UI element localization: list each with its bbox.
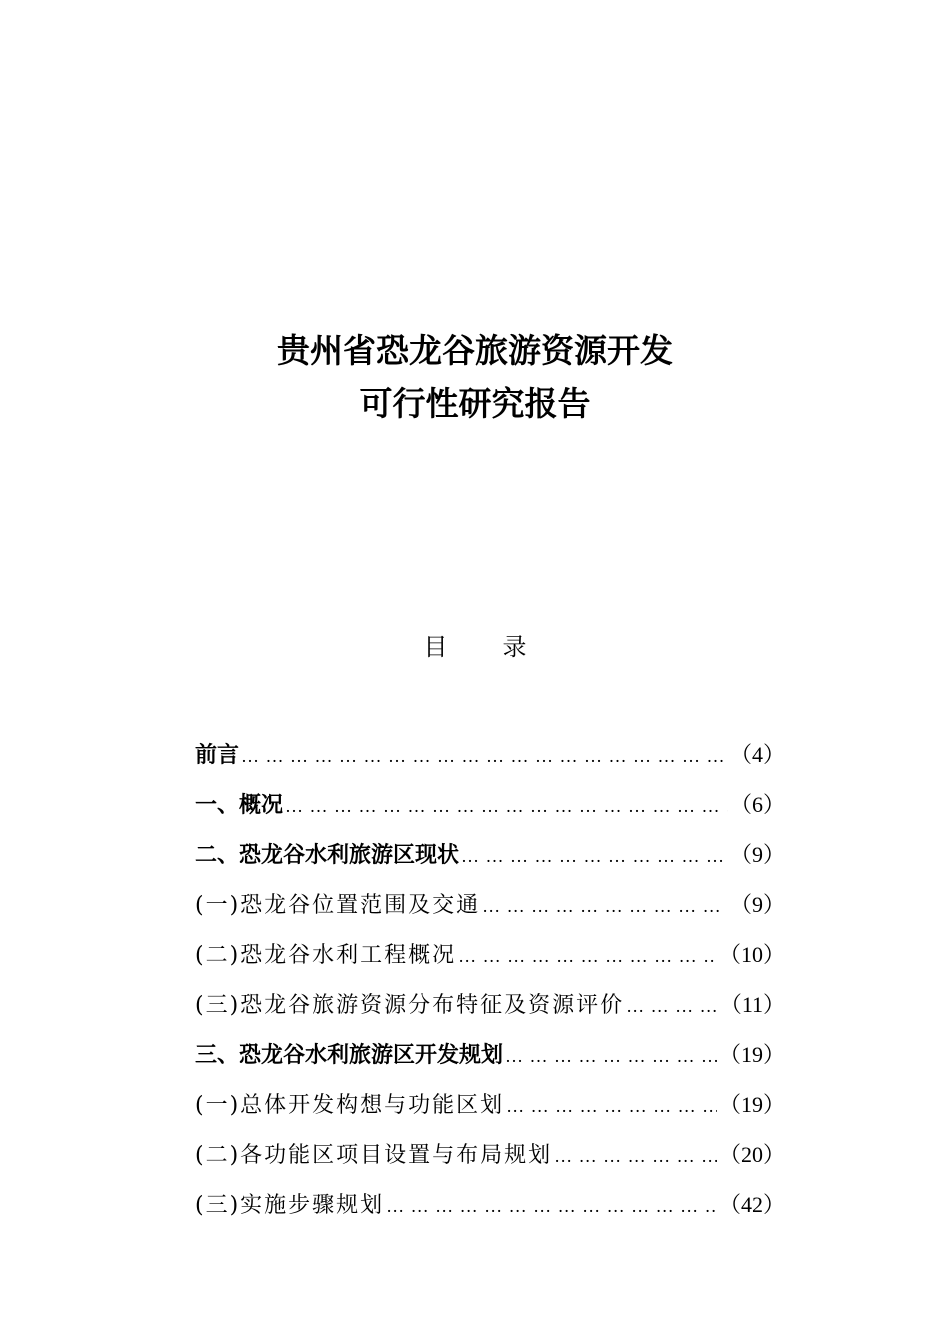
toc-entry-location-transport[interactable] [195,878,785,928]
toc-entry-overall-concept[interactable] [195,1078,785,1128]
toc-entry-implementation-steps[interactable] [195,1178,785,1228]
table-of-contents [195,728,785,1228]
toc-entry-title: 二、恐龙谷水利旅游区现状 [195,842,460,868]
toc-entry-page: （11） [719,991,785,1017]
toc-entry-title: (一)总体开发构想与功能区划 [195,1092,505,1118]
toc-entry-title: 一、概况 [195,792,284,818]
toc-entry-page: （19） [718,1041,785,1067]
toc-entry-water-project[interactable] [195,928,785,978]
document-title-line-1: 贵州省恐龙谷旅游资源开发 [277,331,673,370]
toc-leader-dots [482,896,728,928]
toc-leader-dots [241,746,728,778]
document-title-line-2: 可行性研究报告 [359,384,591,423]
toc-entry-page: （19） [718,1091,785,1117]
toc-entry-title: (二)恐龙谷水利工程概况 [195,942,457,968]
toc-leader-dots [505,1046,717,1078]
toc-entry-page: （9） [729,841,785,867]
toc-leader-dots [461,846,728,878]
toc-entry-current-status[interactable] [195,828,785,878]
toc-entry-title: (二)各功能区项目设置与布局规划 [195,1142,553,1168]
toc-leader-dots [626,996,718,1028]
toc-entry-title: (一)恐龙谷位置范围及交通 [195,892,481,918]
toc-leader-dots [554,1146,717,1178]
toc-heading: 目录 [423,633,582,661]
toc-entry-resource-evaluation[interactable] [195,978,785,1028]
toc-entry-page: （6） [729,791,785,817]
toc-entry-title: (三)恐龙谷旅游资源分布特征及资源评价 [195,992,625,1018]
toc-entry-page: （9） [729,891,785,917]
toc-entry-page: （42） [718,1191,785,1217]
toc-leader-dots [506,1096,717,1128]
toc-entry-page: （10） [718,941,785,967]
toc-leader-dots [285,796,728,828]
toc-entry-page: （20） [718,1141,785,1167]
toc-entry-overview[interactable] [195,778,785,828]
toc-leader-dots [386,1196,717,1228]
document-title [0,324,950,430]
toc-entry-page: （4） [729,741,785,767]
toc-entry-title: 三、恐龙谷水利旅游区开发规划 [195,1042,504,1068]
toc-entry-title: 前言 [195,742,240,768]
toc-entry-development-plan[interactable] [195,1028,785,1078]
toc-entry-preface[interactable] [195,728,785,778]
toc-leader-dots [458,946,717,978]
toc-entry-project-layout[interactable] [195,1128,785,1178]
toc-entry-title: (三)实施步骤规划 [195,1192,385,1218]
